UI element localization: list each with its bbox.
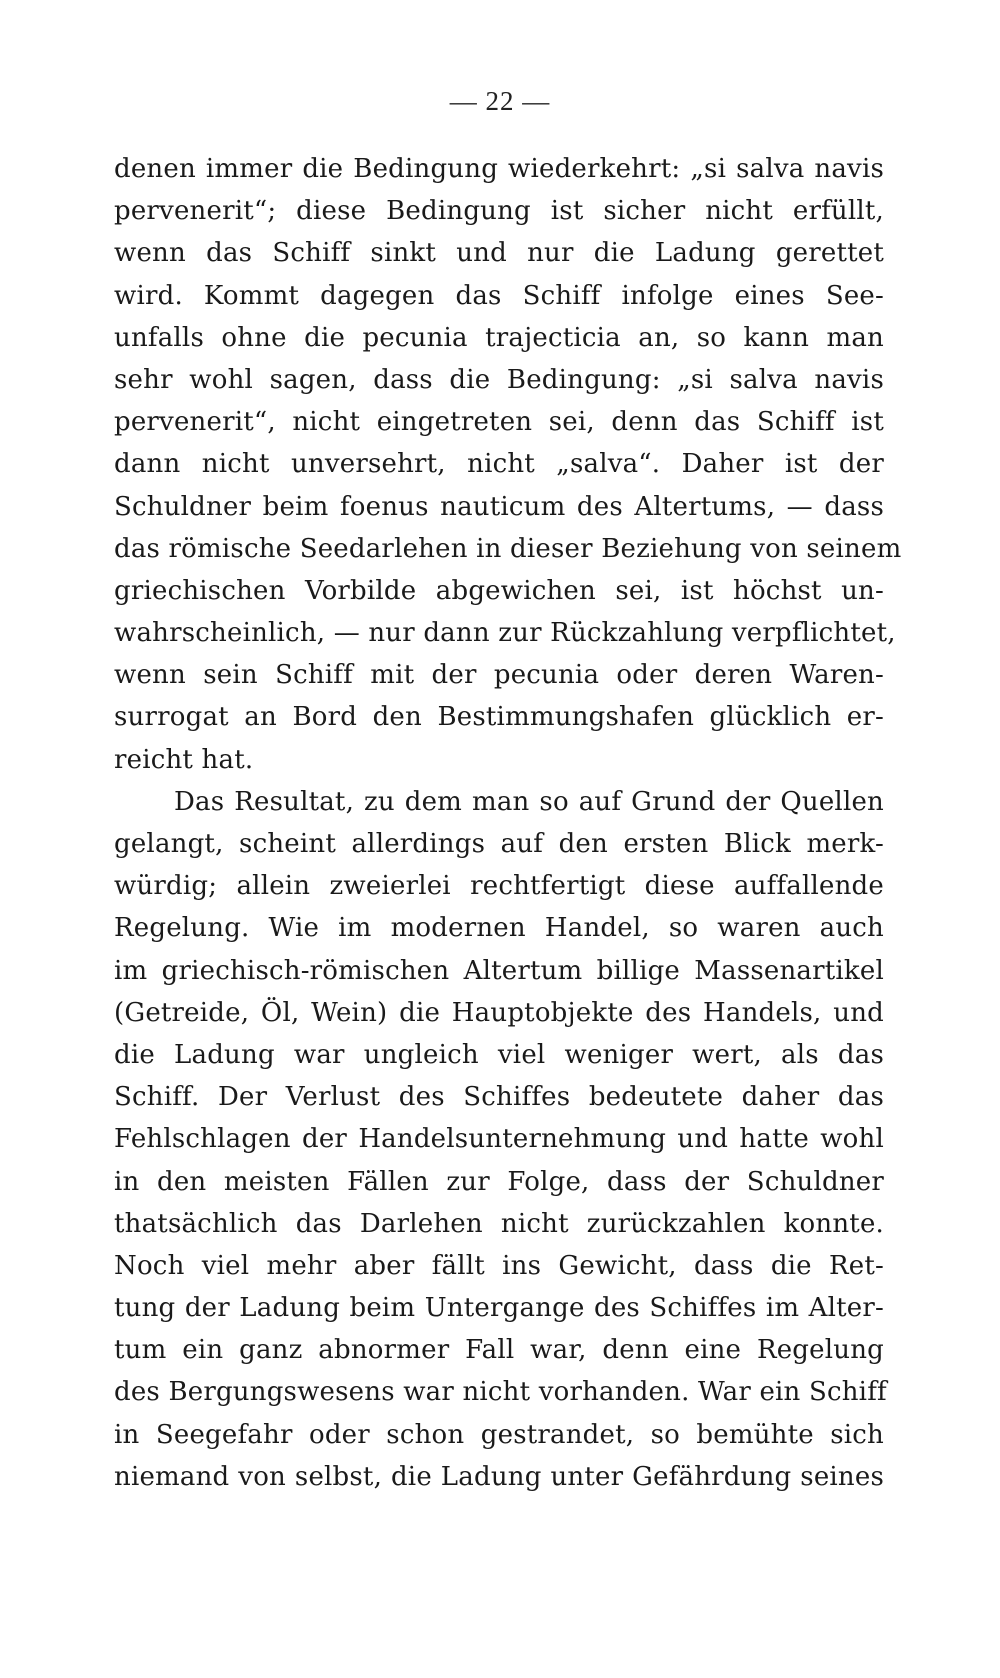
- text-line: in den meisten Fällen zur Folge, dass der Schuldner: [114, 1166, 884, 1197]
- text-line: wird. Kommt dagegen das Schiff infolge eines See-: [114, 280, 884, 311]
- text-line: unfalls ohne die pecunia trajecticia an, so kann man: [114, 322, 884, 353]
- text-line: des Bergungswesens war nicht vorhanden. War ein Schiff: [114, 1377, 887, 1408]
- paragraph-2: [114, 781, 887, 1498]
- text-line: tung der Ladung beim Untergange des Schiffes im Alter-: [114, 1293, 884, 1324]
- text-line: dann nicht unversehrt, nicht „salva“. Daher ist der: [114, 449, 884, 480]
- text-line: pervenerit“; diese Bedingung ist sicher nicht erfüllt,: [114, 196, 884, 227]
- text-line: wenn sein Schiff mit der pecunia oder deren Waren-: [114, 660, 884, 691]
- body-text: [114, 148, 902, 1498]
- text-line: Schiff. Der Verlust des Schiffes bedeutete daher das: [114, 1082, 884, 1113]
- text-line: gelangt, scheint allerdings auf den ersten Blick merk-: [114, 829, 884, 859]
- text-line: (Getreide, Öl, Wein) die Hauptobjekte des Handels, und: [114, 997, 884, 1028]
- text-line: denen immer die Bedingung wiederkehrt: „si salva navis: [114, 154, 884, 184]
- page-number: — 22 —: [449, 86, 551, 116]
- text-line: in Seegefahr oder schon gestrandet, so bemühte sich: [114, 1419, 884, 1450]
- text-line: Schuldner beim foenus nauticum des Altertums, — dass: [114, 491, 884, 522]
- text-line: sehr wohl sagen, dass die Bedingung: „si salva navis: [114, 364, 884, 395]
- text-line: thatsächlich das Darlehen nicht zurückzahlen konnte.: [114, 1208, 884, 1239]
- text-line: wahrscheinlich, — nur dann zur Rückzahlung verpflichtet,: [114, 618, 896, 649]
- text-line: Regelung. Wie im modernen Handel, so waren auch: [114, 913, 884, 944]
- text-line: im griechisch-römischen Altertum billige Massenartikel: [114, 955, 884, 986]
- text-line: Das Resultat, zu dem man so auf Grund der Quellen: [174, 786, 884, 817]
- paragraph-1: [114, 148, 902, 781]
- text-line: niemand von selbst, die Ladung unter Gefährdung seines: [114, 1461, 884, 1492]
- text-line: pervenerit“, nicht eingetreten sei, denn das Schiff ist: [114, 407, 884, 438]
- text-line: Noch viel mehr aber fällt ins Gewicht, dass die Ret-: [114, 1250, 884, 1281]
- text-line: griechischen Vorbilde abgewichen sei, ist höchst un-: [114, 575, 884, 606]
- text-line: surrogat an Bord den Bestimmungshafen glücklich er-: [114, 702, 884, 733]
- text-line: würdig; allein zweierlei rechtfertigt diese auffallende: [114, 871, 884, 902]
- text-line: wenn das Schiff sinkt und nur die Ladung gerettet: [114, 238, 884, 269]
- text-line: Fehlschlagen der Handelsunternehmung und hatte wohl: [114, 1124, 884, 1155]
- text-line: die Ladung war ungleich viel weniger wert, als das: [114, 1039, 884, 1070]
- text-line: das römische Seedarlehen in dieser Beziehung von seinem: [114, 533, 902, 564]
- text-line: reicht hat.: [114, 744, 254, 775]
- text-line: tum ein ganz abnormer Fall war, denn eine Regelung: [114, 1335, 884, 1366]
